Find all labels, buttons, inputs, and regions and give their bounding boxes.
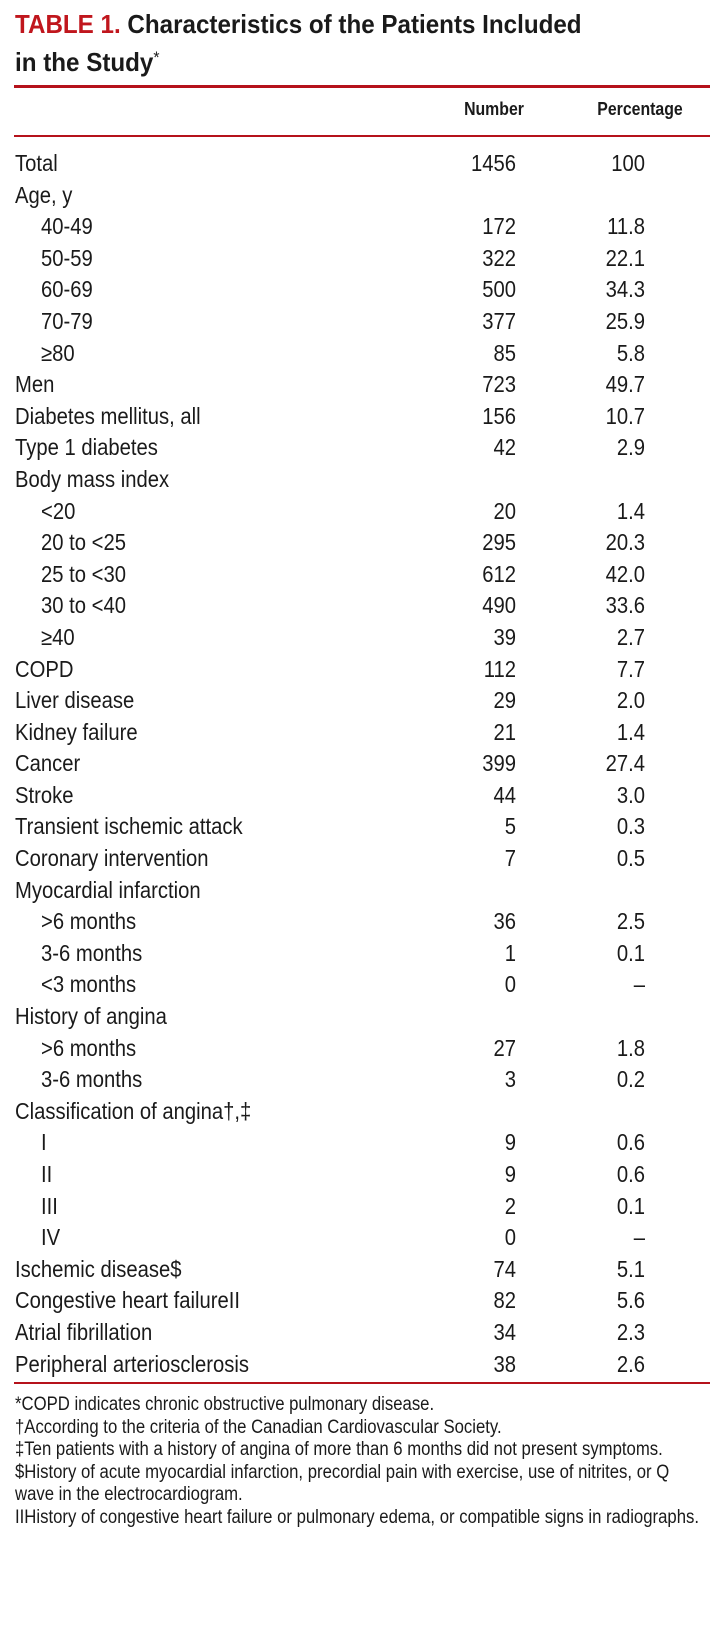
- row-number: 74: [493, 1255, 516, 1282]
- table-title: [15, 8, 666, 79]
- footnote: ‡Ten patients with a history of angina of more than 6 months did not present symptoms.: [15, 1439, 663, 1460]
- footnote: $History of acute myocardial infarction, precordial pain with exercise, use of nitrites, or Q wave in the electrocardiogram.: [15, 1461, 670, 1505]
- table-row: [0, 1033, 724, 1065]
- table-row: [0, 1096, 724, 1128]
- table-row: [0, 1191, 724, 1223]
- row-percentage: 100: [611, 150, 645, 176]
- row-percentage: 0.2: [616, 1066, 645, 1093]
- footnotes: [15, 1394, 701, 1529]
- table-row: [0, 243, 724, 275]
- column-header-number: Number: [464, 99, 524, 119]
- row-percentage: 0.1: [616, 939, 645, 966]
- row-label: 60-69: [41, 276, 93, 303]
- row-label: 70-79: [41, 307, 93, 334]
- row-percentage: 7.7: [616, 655, 645, 682]
- row-label: IV: [41, 1224, 61, 1251]
- table-row: [0, 938, 724, 970]
- row-percentage: 49.7: [605, 371, 645, 398]
- row-number: 7: [504, 845, 516, 872]
- row-percentage: 34.3: [605, 276, 645, 303]
- table-row: [0, 654, 724, 686]
- row-number: 5: [504, 813, 516, 840]
- row-label: Stroke: [15, 781, 74, 808]
- table-row: [0, 432, 724, 464]
- row-percentage: 0.1: [616, 1192, 645, 1219]
- row-percentage: 0.3: [616, 813, 645, 840]
- row-label: Ischemic disease$: [15, 1255, 182, 1282]
- footnote: IIHistory of congestive heart failure or pulmonary edema, or compatible signs in radiographs.: [15, 1506, 700, 1528]
- row-percentage: 2.3: [616, 1318, 645, 1345]
- footnote: *COPD indicates chronic obstructive pulmonary disease.: [15, 1394, 435, 1415]
- table-row: [0, 1285, 724, 1317]
- row-number: 20: [493, 497, 516, 524]
- row-number: 42: [493, 434, 516, 461]
- table-row: [0, 685, 724, 717]
- row-label: Congestive heart failureII: [15, 1287, 241, 1314]
- row-percentage: –: [633, 971, 645, 998]
- table-row: [0, 875, 724, 907]
- row-number: 9: [504, 1161, 516, 1187]
- row-label: Atrial fibrillation: [15, 1318, 153, 1345]
- row-label: 40-49: [41, 213, 93, 240]
- row-number: 3: [504, 1066, 516, 1093]
- column-header-percentage: Percentage: [597, 99, 683, 119]
- row-number: 29: [493, 687, 516, 714]
- row-label: <3 months: [41, 971, 137, 998]
- row-number: 377: [482, 307, 516, 334]
- table-row: [0, 748, 724, 780]
- top-rule: [14, 85, 710, 88]
- table-row: [0, 906, 724, 938]
- row-label: Men: [15, 371, 55, 398]
- row-number: 9: [504, 1129, 516, 1156]
- table-row: [0, 843, 724, 875]
- table-row: [0, 1317, 724, 1349]
- row-percentage: 27.4: [605, 750, 645, 777]
- row-label: Classification of angina†,‡: [15, 1097, 252, 1124]
- table-row: [0, 1349, 724, 1381]
- row-number: 21: [493, 718, 516, 745]
- row-number: 1: [504, 939, 516, 966]
- row-percentage: 2.7: [616, 623, 645, 650]
- row-number: 612: [482, 560, 516, 587]
- row-label: Myocardial infarction: [15, 876, 201, 903]
- header-rule: [14, 135, 710, 137]
- row-label: 25 to <30: [41, 560, 126, 587]
- table-row: [0, 211, 724, 243]
- row-percentage: 2.6: [616, 1350, 645, 1377]
- row-percentage: 1.8: [616, 1034, 645, 1061]
- table-label: TABLE 1.: [15, 9, 121, 39]
- row-label: 30 to <40: [41, 592, 126, 619]
- row-number: 322: [482, 244, 516, 271]
- title-footnote-marker: *: [153, 48, 160, 67]
- table-body: [0, 148, 724, 1380]
- table-row: [0, 1222, 724, 1254]
- table-row: [0, 306, 724, 338]
- row-label: 20 to <25: [41, 529, 126, 556]
- table-row: [0, 527, 724, 559]
- row-label: >6 months: [41, 908, 137, 935]
- row-number: 500: [482, 276, 516, 303]
- row-number: 1456: [470, 150, 516, 176]
- table-row: [0, 1159, 724, 1191]
- row-label: II: [41, 1161, 53, 1187]
- row-label: Diabetes mellitus, all: [15, 402, 201, 429]
- row-number: 112: [483, 655, 516, 682]
- row-number: 85: [493, 339, 516, 366]
- table-row: [0, 496, 724, 528]
- table-row: [0, 780, 724, 812]
- row-number: 399: [482, 750, 516, 777]
- row-label: ≥80: [41, 339, 75, 366]
- row-percentage: 5.6: [616, 1287, 645, 1314]
- table-row: [0, 622, 724, 654]
- row-number: 82: [493, 1287, 516, 1314]
- row-number: 39: [493, 623, 516, 650]
- row-percentage: –: [633, 1224, 645, 1251]
- row-label: 50-59: [41, 244, 93, 271]
- table-title-line1: Characteristics of the Patients Included: [127, 9, 582, 39]
- row-label: >6 months: [41, 1034, 137, 1061]
- row-percentage: 42.0: [605, 560, 645, 587]
- row-label: Body mass index: [15, 465, 170, 492]
- table-row: [0, 338, 724, 370]
- table-row: [0, 1001, 724, 1033]
- table-row: [0, 464, 724, 496]
- row-label: Kidney failure: [15, 718, 138, 745]
- row-label: Type 1 diabetes: [15, 434, 158, 461]
- row-number: 38: [493, 1350, 516, 1377]
- row-label: Total: [15, 150, 58, 176]
- table-row: [0, 1064, 724, 1096]
- row-label: COPD: [15, 655, 74, 682]
- row-label: Cancer: [15, 750, 81, 777]
- row-percentage: 10.7: [605, 402, 645, 429]
- row-percentage: 3.0: [616, 781, 645, 808]
- row-number: 0: [504, 1224, 516, 1251]
- row-label: Age, y: [15, 181, 73, 208]
- table-row: [0, 180, 724, 212]
- row-label: Peripheral arteriosclerosis: [15, 1350, 249, 1377]
- row-label: Coronary intervention: [15, 845, 209, 872]
- table-row: [0, 274, 724, 306]
- row-label: 3-6 months: [41, 939, 143, 966]
- table-row: [0, 969, 724, 1001]
- row-percentage: 1.4: [616, 497, 645, 524]
- table-row: [0, 811, 724, 843]
- row-number: 723: [482, 371, 516, 398]
- row-label: Transient ischemic attack: [15, 813, 243, 840]
- row-number: 27: [493, 1034, 516, 1061]
- row-number: 156: [482, 402, 516, 429]
- row-number: 172: [482, 213, 516, 240]
- row-percentage: 22.1: [605, 244, 645, 271]
- row-percentage: 11.8: [607, 213, 645, 240]
- row-number: 490: [482, 592, 516, 619]
- table-row: [0, 148, 724, 180]
- row-percentage: 2.0: [616, 687, 645, 714]
- row-number: 36: [493, 908, 516, 935]
- row-percentage: 0.6: [616, 1129, 645, 1156]
- footnote: †According to the criteria of the Canadian Cardiovascular Society.: [15, 1416, 502, 1438]
- row-number: 0: [504, 971, 516, 998]
- row-number: 34: [493, 1318, 516, 1345]
- row-number: 2: [504, 1192, 516, 1219]
- row-number: 295: [482, 529, 516, 556]
- row-label: 3-6 months: [41, 1066, 143, 1093]
- row-percentage: 0.5: [616, 845, 645, 872]
- table-row: [0, 590, 724, 622]
- row-percentage: 5.8: [616, 339, 645, 366]
- row-percentage: 20.3: [605, 529, 645, 556]
- table-row: [0, 1127, 724, 1159]
- table-row: [0, 717, 724, 749]
- row-percentage: 2.5: [616, 908, 645, 935]
- row-label: History of angina: [15, 1003, 167, 1030]
- row-number: 44: [493, 781, 516, 808]
- table-title-line2: in the Study: [15, 47, 154, 77]
- row-label: Liver disease: [15, 687, 135, 714]
- row-label: I: [41, 1129, 47, 1156]
- bottom-rule: [14, 1382, 710, 1384]
- row-percentage: 2.9: [616, 434, 645, 461]
- row-label: <20: [41, 497, 76, 524]
- row-percentage: 25.9: [605, 307, 645, 334]
- row-percentage: 0.6: [616, 1161, 645, 1187]
- row-percentage: 1.4: [616, 718, 645, 745]
- row-percentage: 5.1: [616, 1255, 645, 1282]
- table-row: [0, 401, 724, 433]
- table-row: [0, 369, 724, 401]
- table-row: [0, 559, 724, 591]
- row-label: III: [41, 1192, 58, 1219]
- row-percentage: 33.6: [605, 592, 645, 619]
- table-row: [0, 1254, 724, 1286]
- row-label: ≥40: [41, 623, 75, 650]
